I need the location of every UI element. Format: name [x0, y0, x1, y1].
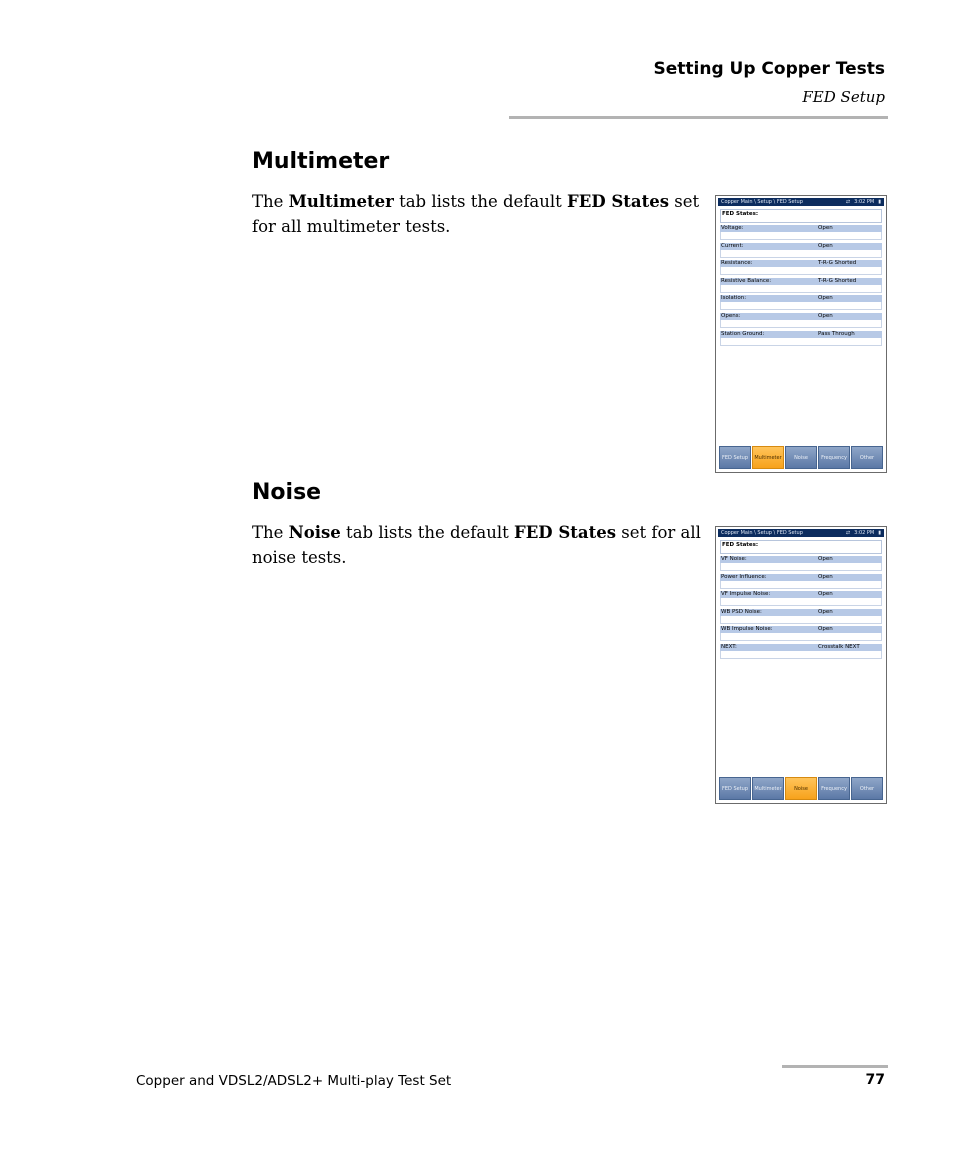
fed-state-row-bar [720, 313, 882, 320]
fed-state-value: T-R-G Shorted [818, 277, 857, 284]
fed-state-value: Open [818, 626, 833, 633]
multimeter-screenshot [715, 195, 887, 473]
section-title: FED Setup [802, 88, 885, 106]
fed-state-value: Open [818, 242, 833, 249]
fed-state-row-bar [720, 556, 882, 563]
fed-state-row[interactable] [720, 241, 882, 259]
battery-icon: ▮ [878, 199, 881, 205]
multimeter-heading: Multimeter [252, 149, 390, 174]
fed-state-row-field [720, 302, 882, 310]
fed-state-label: Power Influence: [721, 573, 767, 580]
screen-tab-other[interactable]: Other [851, 777, 883, 800]
fed-state-row-field [720, 651, 882, 659]
page-number: 77 [865, 1072, 885, 1088]
fed-state-row-bar [720, 331, 882, 338]
footer-title: Copper and VDSL2/ADSL2+ Multi-play Test Set [136, 1073, 452, 1089]
fed-state-row[interactable] [720, 554, 882, 572]
running-head [654, 58, 886, 107]
screen-time: 3:02 PM [854, 530, 875, 536]
fed-state-rows [720, 554, 882, 660]
fed-state-row[interactable] [720, 258, 882, 276]
fed-state-row[interactable] [720, 329, 882, 347]
screen-time: 3:02 PM [854, 199, 875, 205]
screen-breadcrumb: Copper Main \ Setup \ FED Setup [721, 199, 803, 205]
footer-rule [782, 1065, 888, 1068]
fed-state-row-field [720, 338, 882, 346]
fed-state-row-bar [720, 626, 882, 633]
fed-state-row[interactable] [720, 642, 882, 660]
screen-title-bar [718, 529, 884, 537]
fed-state-value: Open [818, 312, 833, 319]
fed-state-row[interactable] [720, 276, 882, 294]
fed-state-row-bar [720, 295, 882, 302]
screen-tab-noise[interactable]: Noise [785, 446, 817, 469]
fed-state-row-field [720, 232, 882, 240]
fed-state-row[interactable] [720, 311, 882, 329]
fed-state-value: Pass Through [818, 330, 855, 337]
fed-state-value: Crosstalk NEXT [818, 643, 860, 650]
fed-states-label: FED States: [720, 540, 882, 554]
fed-state-value: Open [818, 608, 833, 615]
noise-heading: Noise [252, 480, 322, 505]
fed-state-row[interactable] [720, 607, 882, 625]
screen-tab-fed-setup[interactable]: FED Setup [719, 777, 751, 800]
fed-state-value: Open [818, 591, 833, 598]
screen-tab-multimeter[interactable]: Multimeter [752, 777, 784, 800]
fed-state-label: Isolation: [721, 295, 747, 302]
fed-state-row[interactable] [720, 223, 882, 241]
fed-state-row[interactable] [720, 589, 882, 607]
screen-tab-other[interactable]: Other [851, 446, 883, 469]
fed-state-row-field [720, 250, 882, 258]
fed-state-row[interactable] [720, 293, 882, 311]
fed-states-label: FED States: [720, 209, 882, 223]
fed-state-row-bar [720, 278, 882, 285]
transfer-arrows-icon: ⇄ [845, 530, 851, 536]
fed-state-row-field [720, 581, 882, 589]
fed-state-label: Station Ground: [721, 330, 765, 337]
screen-tab-noise[interactable]: Noise [785, 777, 817, 800]
transfer-arrows-icon: ⇄ [845, 199, 851, 205]
screen-title-bar [718, 198, 884, 206]
fed-state-value: Open [818, 573, 833, 580]
fed-state-value: Open [818, 225, 833, 231]
noise-paragraph: The Noise tab lists the default FED States set for all noise tests. [252, 523, 701, 567]
noise-screenshot [715, 526, 887, 804]
fed-state-label: NEXT: [721, 643, 737, 650]
screen-tab-bar [718, 777, 884, 801]
fed-state-row-field [720, 633, 882, 641]
fed-state-label: WB PSD Noise: [721, 608, 762, 615]
header-rule [509, 116, 888, 119]
fed-state-row[interactable] [720, 624, 882, 642]
multimeter-paragraph: The Multimeter tab lists the default FED States set for all multimeter tests. [252, 192, 700, 236]
fed-state-row-field [720, 285, 882, 293]
fed-state-label: Resistance: [721, 260, 753, 267]
fed-state-label: Opens: [721, 312, 741, 319]
fed-state-rows [720, 223, 882, 346]
screen-tab-frequency[interactable]: Frequency [818, 777, 850, 800]
fed-state-row-bar [720, 609, 882, 616]
screen-breadcrumb: Copper Main \ Setup \ FED Setup [721, 530, 803, 536]
fed-state-row-field [720, 598, 882, 606]
fed-state-row-field [720, 267, 882, 275]
fed-state-label: Current: [721, 242, 744, 249]
fed-state-label: VF Impulse Noise: [721, 591, 771, 598]
screen-tab-frequency[interactable]: Frequency [818, 446, 850, 469]
screen-tab-bar [718, 446, 884, 470]
fed-state-row-bar [720, 591, 882, 598]
fed-state-label: Resistive Balance: [721, 277, 772, 284]
fed-state-row-field [720, 563, 882, 571]
fed-state-value: Open [818, 295, 833, 302]
fed-state-value: T-R-G Shorted [818, 260, 857, 267]
fed-state-label: Voltage: [721, 225, 744, 231]
fed-state-value: Open [818, 556, 833, 562]
fed-state-row-bar [720, 243, 882, 250]
fed-state-row[interactable] [720, 572, 882, 590]
chapter-title: Setting Up Copper Tests [653, 59, 885, 79]
fed-state-row-bar [720, 644, 882, 651]
fed-state-label: VF Noise: [721, 556, 747, 562]
screen-tab-multimeter[interactable]: Multimeter [752, 446, 784, 469]
battery-icon: ▮ [878, 530, 881, 536]
screen-tab-fed-setup[interactable]: FED Setup [719, 446, 751, 469]
fed-state-row-bar [720, 225, 882, 232]
fed-state-row-field [720, 320, 882, 328]
fed-state-row-bar [720, 574, 882, 581]
fed-state-row-bar [720, 260, 882, 267]
fed-state-label: WB Impulse Noise: [721, 626, 773, 633]
fed-state-row-field [720, 616, 882, 624]
